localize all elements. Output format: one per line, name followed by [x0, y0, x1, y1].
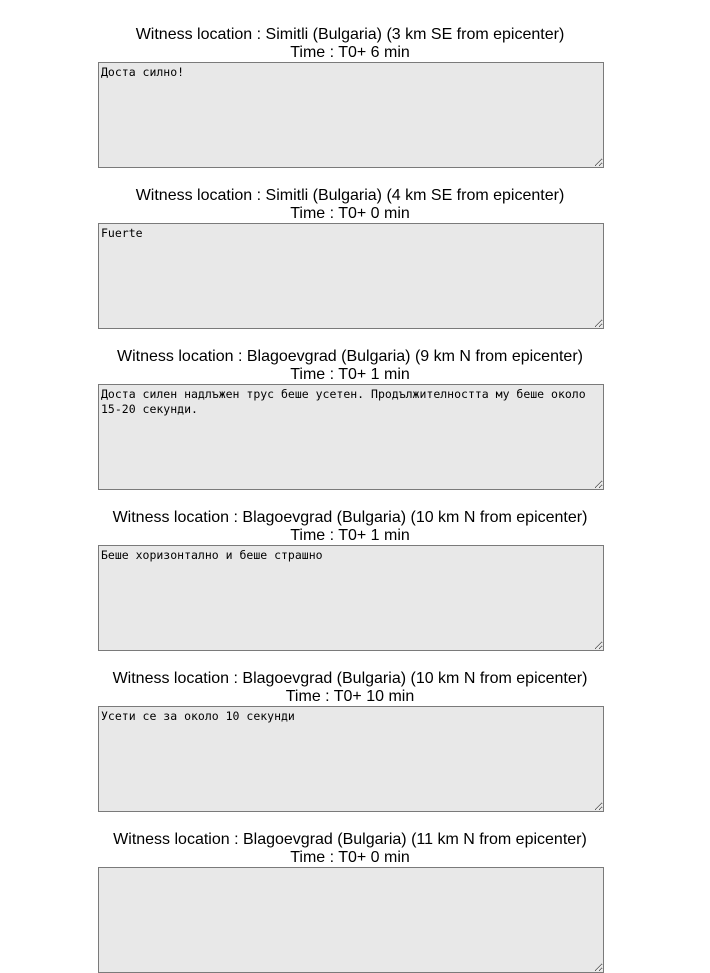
testimony-4: [0, 509, 700, 651]
testimony-textarea[interactable]: [98, 867, 604, 973]
witness-time: Time : T0+ 1 min: [290, 527, 410, 544]
witness-location: Witness location : Simitli (Bulgaria) (3 km SE from epicenter): [135, 26, 565, 43]
witness-time: Time : T0+ 0 min: [290, 849, 410, 866]
testimony-textarea[interactable]: [98, 384, 604, 490]
witness-location: Witness location : Blagoevgrad (Bulgaria) (9 km N from epicenter): [117, 348, 583, 365]
witness-time: Time : T0+ 6 min: [290, 44, 410, 61]
witness-time: Time : T0+ 0 min: [290, 205, 410, 222]
testimony-textarea[interactable]: [98, 223, 604, 329]
witness-location: Witness location : Blagoevgrad (Bulgaria) (10 km N from epicenter): [112, 509, 588, 526]
witness-location: Witness location : Simitli (Bulgaria) (4 km SE from epicenter): [135, 187, 565, 204]
witness-time: Time : T0+ 10 min: [285, 688, 415, 705]
witness-location: Witness location : Blagoevgrad (Bulgaria) (11 km N from epicenter): [113, 831, 587, 848]
testimony-textarea[interactable]: [98, 706, 604, 812]
testimony-5: [0, 670, 700, 812]
testimony-3: [0, 348, 700, 490]
testimony-textarea[interactable]: [98, 545, 604, 651]
testimony-textarea[interactable]: [98, 62, 604, 168]
testimony-1: [0, 26, 700, 168]
testimony-6: [0, 831, 700, 973]
testimony-2: [0, 187, 700, 329]
witness-time: Time : T0+ 1 min: [290, 366, 410, 383]
witness-location: Witness location : Blagoevgrad (Bulgaria) (10 km N from epicenter): [112, 670, 588, 687]
